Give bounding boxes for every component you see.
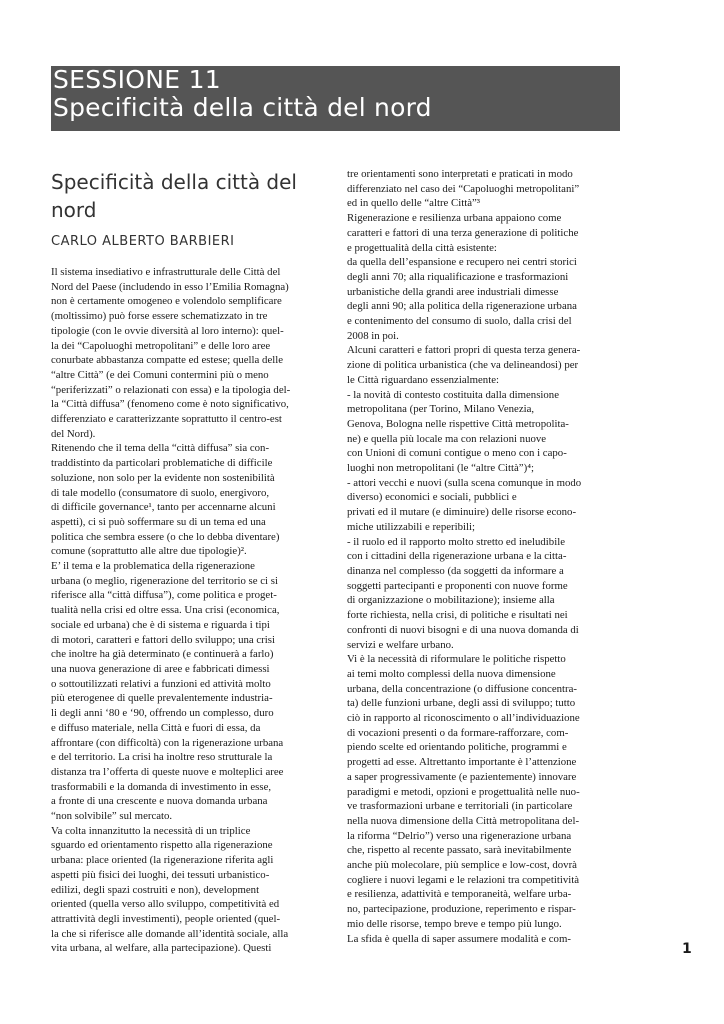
text-line: 2008 in poi. bbox=[347, 329, 399, 342]
text-line: mio delle risorse, tempo breve e tempo più lungo. bbox=[347, 917, 562, 930]
text-line: servizi e welfare urbano. bbox=[347, 638, 454, 651]
text-line: ta) delle funzioni urbane, degli assi di sviluppo; tutto bbox=[347, 697, 576, 710]
text-line: del Nord). bbox=[51, 427, 96, 440]
text-line: nella nuova dimensione della Città metropolitana del- bbox=[347, 814, 580, 827]
text-line: le Città riguardano essenzialmente: bbox=[347, 373, 499, 386]
text-line: piendo scelte ed orientando politiche, programmi e bbox=[347, 741, 567, 754]
text-line: ai temi molto complessi della nuova dimensione bbox=[347, 667, 556, 680]
session-title: Specificità della città del nord bbox=[53, 93, 432, 122]
text-line: di difficile governance¹, tanto per accennarne alcuni bbox=[51, 501, 276, 514]
text-line: riferisce alla “città diffusa”), come politica e proget- bbox=[51, 589, 277, 602]
text-line: anche più molecolare, più semplice e low-cost, dovrà bbox=[347, 859, 577, 872]
text-line: privati ed il mutare (e diminuire) delle risorse econo- bbox=[347, 506, 577, 519]
text-line: - il ruolo ed il rapporto molto stretto ed ineludibile bbox=[347, 535, 565, 548]
article-title-line: nord bbox=[51, 198, 97, 222]
text-line: E’ il tema e la problematica della rigenerazione bbox=[51, 560, 255, 573]
text-line: Ritenendo che il tema della “città diffusa” sia con- bbox=[51, 442, 270, 455]
text-line: differenziato e caratterizzante soprattutto il centro-est bbox=[51, 413, 282, 426]
text-line: o sottoutilizzati relativi a funzioni ed attività molto bbox=[51, 677, 271, 690]
text-line: a fronte di una crescente e nuova domanda urbana bbox=[51, 795, 268, 808]
text-line: ne) e quella più locale ma con relazioni nuove bbox=[347, 432, 547, 445]
text-line: tre orientamenti sono interpretati e praticati in modo bbox=[347, 168, 573, 180]
text-line: ed in quello delle “altre Città”³ bbox=[347, 197, 481, 210]
text-line: e diffuso materiale, nella Città e fuori di essa, da bbox=[51, 721, 261, 734]
text-line: cogliere i nuovi legami e le relazioni tra competitività bbox=[347, 873, 580, 886]
text-line: differenziato nel caso dei “Capoluoghi metropolitani” bbox=[347, 182, 580, 195]
text-line: luoghi non metropolitani (le “altre Città”)⁴; bbox=[347, 462, 534, 475]
article-title bbox=[51, 168, 327, 224]
right-column-body bbox=[347, 167, 622, 946]
text-line: urbana, della concentrazione (o diffusione concentra- bbox=[347, 682, 578, 695]
text-line: e del territorio. La crisi ha inoltre reso strutturale la bbox=[51, 751, 273, 764]
text-line: a saper progressivamente (e pazientemente) innovare bbox=[347, 770, 577, 783]
text-line: (moltissimo) può forse essere schematizzato in tre bbox=[51, 310, 268, 323]
text-line: paradigmi e metodi, opzioni e progettualità nelle nuo- bbox=[347, 785, 580, 798]
session-banner bbox=[51, 66, 620, 131]
text-line: sociale ed urbana) che è di sistema e riguarda i tipi bbox=[51, 618, 270, 631]
text-line: li degli anni ‘80 e ‘90, offrendo un complesso, duro bbox=[51, 707, 274, 720]
text-line: ve trasformazioni urbane e territoriali (in particolare bbox=[347, 800, 573, 813]
text-line: e progettualità della città esistente: bbox=[347, 241, 497, 254]
text-line: di organizzazione o mobilitazione); insieme alla bbox=[347, 594, 555, 607]
text-line: Vi è la necessità di riformulare le politiche rispetto bbox=[347, 653, 566, 666]
text-line: tipologie (con le ovvie diversità al loro interno): quel- bbox=[51, 324, 284, 337]
text-line: attrattività degli investimenti), people oriented (quel- bbox=[51, 912, 281, 925]
text-line: tualità nella crisi ed oltre essa. Una crisi (economica, bbox=[51, 604, 280, 617]
text-line: - attori vecchi e nuovi (sulla scena comunque in modo bbox=[347, 476, 582, 489]
text-line: ciò in rapporto al riconoscimento o all’individuazione bbox=[347, 712, 580, 725]
text-line: la dei “Capoluoghi metropolitani” e delle loro aree bbox=[51, 339, 271, 352]
text-line: Va colta innanzitutto la necessità di un triplice bbox=[51, 824, 251, 837]
text-line: “periferizzati” o relazionati con essa) e la tipologia del- bbox=[51, 383, 291, 396]
text-line: traddistinto da particolari problematiche di difficile bbox=[51, 457, 273, 470]
text-line: no, partecipazione, produzione, reperimento e rispar- bbox=[347, 903, 576, 916]
left-column bbox=[51, 168, 327, 956]
right-column bbox=[347, 167, 622, 946]
text-line: urbana (o meglio, rigenerazione del territorio se ci si bbox=[51, 574, 278, 587]
text-line: Alcuni caratteri e fattori propri di questa terza genera- bbox=[347, 344, 581, 357]
text-line: che inoltre ha già determinato (e continuerà a farlo) bbox=[51, 648, 274, 661]
text-line: aspetti più fisici dei luoghi, dei tessuti urbanistico- bbox=[51, 868, 270, 881]
text-line: la che si riferisce alle domande all’identità sociale, alla bbox=[51, 927, 289, 940]
text-line: La sfida è quella di saper assumere modalità e com- bbox=[347, 932, 571, 945]
text-line: politica che sembra essere (o che lo debba diventare) bbox=[51, 530, 280, 543]
text-line: una nuova generazione di aree e fabbricati dimessi bbox=[51, 662, 270, 675]
text-line: “non solvibile” sul mercato. bbox=[51, 810, 173, 823]
text-line: edilizi, degli spazi costruiti e non), development bbox=[51, 883, 260, 896]
text-line: degli anni 70; alla riqualificazione e trasformazioni bbox=[347, 270, 569, 283]
text-line: di motori, caratteri e fattori dello sviluppo; una crisi bbox=[51, 633, 275, 646]
page-number: 1 bbox=[682, 941, 692, 957]
text-line: miche utilizzabili e reperibili; bbox=[347, 520, 476, 533]
text-line: e contenimento del consumo di suolo, dalla crisi del bbox=[347, 315, 572, 328]
text-line: vita urbana, al welfare, alla partecipazione). Questi bbox=[51, 942, 272, 955]
text-line: di tale modello (consumatore di suolo, energivoro, bbox=[51, 486, 270, 499]
text-line: - la novità di contesto costituita dalla dimensione bbox=[347, 388, 559, 401]
text-line: zione di politica urbanistica (che va delineandosi) per bbox=[347, 359, 579, 372]
left-column-body bbox=[51, 265, 327, 956]
text-line: confronti di nuovi bisogni e di una nuova domanda di bbox=[347, 623, 579, 636]
text-line: dinanza nel complesso (da soggetti da informare a bbox=[347, 564, 564, 577]
text-line: soluzione, non solo per la evidente non sostenibilità bbox=[51, 471, 275, 484]
text-line: di vocazioni presenti o da formare-rafforzare, com- bbox=[347, 726, 569, 739]
text-line: Genova, Bologna nelle rispettive Città metropolita- bbox=[347, 417, 569, 430]
text-line: comune (soprattutto alle altre due tipologie)². bbox=[51, 545, 247, 558]
text-line: diverso) economici e sociali, pubblici e bbox=[347, 491, 517, 504]
text-line: distanza tra l’offerta di queste nuove e molteplici aree bbox=[51, 765, 284, 778]
text-line: Rigenerazione e resilienza urbana appaiono come bbox=[347, 212, 562, 225]
text-line: soggetti partecipanti e proponenti con nuove forme bbox=[347, 579, 568, 592]
text-line: che, rispetto al recente passato, sarà inevitabilmente bbox=[347, 844, 572, 857]
text-line: degli anni 90; alla politica della rigenerazione urbana bbox=[347, 300, 577, 313]
article-title-line: Specificità della città del bbox=[51, 170, 297, 194]
text-line: Il sistema insediativo e infrastrutturale delle Città del bbox=[51, 266, 281, 278]
text-line: progetti ad esse. Altrettanto importante è l’attenzione bbox=[347, 756, 577, 769]
session-label: SESSIONE 11 bbox=[53, 65, 222, 94]
text-line: urbana: place oriented (la rigenerazione riferita agli bbox=[51, 854, 274, 867]
text-line: affrontare (con difficoltà) con la rigenerazione urbana bbox=[51, 736, 284, 749]
text-line: e resilienza, adattività e temporaneità, welfare urba- bbox=[347, 888, 572, 901]
text-line: urbanistiche della grandi aree industriali dimesse bbox=[347, 285, 559, 298]
text-line: conurbate abbastanza compatte ed estese; quella delle bbox=[51, 354, 284, 367]
text-line: più eterogenee di quelle prevalentemente industria- bbox=[51, 692, 273, 705]
text-line: da quella dell’espansione e recupero nei centri storici bbox=[347, 256, 577, 269]
text-line: caratteri e fattori di una terza generazione di politiche bbox=[347, 226, 579, 239]
text-line: non è certamente omogeneo e volendolo semplificare bbox=[51, 295, 282, 308]
text-line: sguardo ed orientamento rispetto alla rigenerazione bbox=[51, 839, 273, 852]
text-line: aspetti), ci si può soffermare su di un tema ed una bbox=[51, 515, 266, 528]
text-line: “altre Città” (e dei Comuni contermini più o meno bbox=[51, 368, 269, 381]
text-line: metropolitana (per Torino, Milano Venezia, bbox=[347, 403, 535, 416]
text-line: con Unioni di comuni contigue o meno con i capo- bbox=[347, 447, 567, 460]
text-line: forte richiesta, nella crisi, di politiche e risultati nei bbox=[347, 609, 568, 622]
text-line: oriented (quella verso allo sviluppo, competitività ed bbox=[51, 898, 280, 911]
text-line: la riforma “Delrio”) verso una rigenerazione urbana bbox=[347, 829, 572, 842]
text-line: la “Città diffusa” (fenomeno come è noto significativo, bbox=[51, 398, 289, 411]
text-line: con i cittadini della rigenerazione urbana e la citta- bbox=[347, 550, 567, 563]
text-line: trasformabili e la domanda di investimento in esse, bbox=[51, 780, 272, 793]
text-line: Nord del Paese (includendo in esso l’Emilia Romagna) bbox=[51, 280, 289, 293]
article-author: CARLO ALBERTO BARBIERI bbox=[51, 234, 235, 249]
